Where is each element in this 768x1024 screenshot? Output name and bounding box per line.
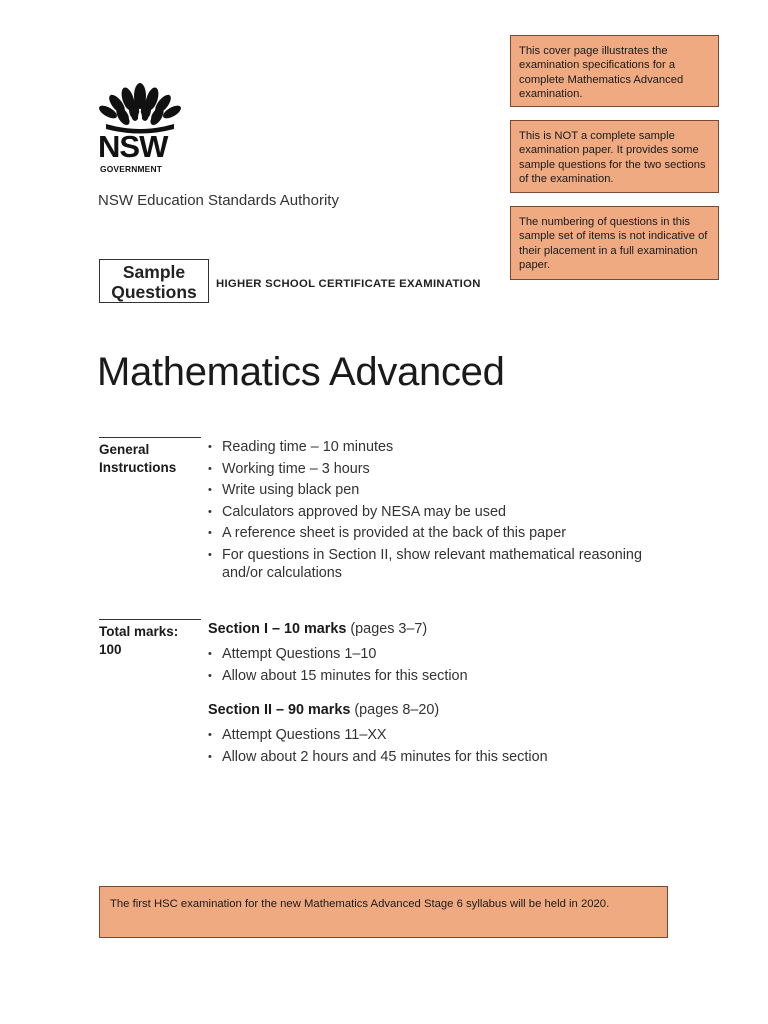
total-label-line1: Total marks: — [99, 624, 179, 639]
exam-label: HIGHER SCHOOL CERTIFICATE EXAMINATION — [216, 278, 481, 290]
sample-label-line1: Sample — [122, 262, 186, 282]
first-exam-note: The first HSC examination for the new Mathematics Advanced Stage 6 syllabus will be held in 2020. — [99, 886, 668, 938]
numbering-note: The numbering of questions in this sample set of items is not indicative of their placement in a full examination paper. — [510, 206, 719, 280]
page-title: Mathematics Advanced — [97, 350, 505, 394]
list-item: • Reading time – 10 minutes — [208, 438, 678, 457]
general-instructions-label — [99, 437, 201, 477]
list-item: • Calculators approved by NESA may be used — [208, 503, 678, 522]
general-label-line2: Instructions — [99, 460, 177, 475]
list-item: • For questions in Section II, show relevant mathematical reasoning and/or calculations — [208, 546, 678, 583]
list-item: • Allow about 2 hours and 45 minutes for this section — [208, 748, 668, 767]
sample-label-line2: Questions — [111, 282, 197, 302]
list-item: • Write using black pen — [208, 481, 678, 500]
nsw-government-logo — [98, 82, 182, 176]
list-item: • Attempt Questions 1–10 — [208, 645, 668, 664]
authority-name: NSW Education Standards Authority — [98, 192, 339, 209]
waratah-icon — [98, 82, 182, 134]
section-1-heading — [208, 621, 427, 637]
general-label-line1: General — [99, 442, 150, 457]
section-1-list — [208, 645, 668, 688]
section-2-heading — [208, 702, 439, 718]
total-label-line2: 100 — [99, 642, 122, 657]
total-marks-label — [99, 619, 201, 659]
section-2-title: Section II – 90 marks — [208, 702, 351, 718]
sample-questions-badge — [99, 259, 209, 303]
section-2-list — [208, 726, 668, 769]
section-2-pages: (pages 8–20) — [354, 702, 440, 718]
general-instructions-list — [208, 438, 678, 586]
section-1-pages: (pages 3–7) — [350, 621, 428, 637]
list-item: • Working time – 3 hours — [208, 460, 678, 479]
logo-wordmark: NSW — [98, 129, 168, 164]
list-item: • A reference sheet is provided at the back of this paper — [208, 524, 678, 543]
spec-note: This cover page illustrates the examination specifications for a complete Mathematics Advanced examination. — [510, 35, 719, 107]
section-1-title: Section I – 10 marks — [208, 621, 347, 637]
not-complete-note: This is NOT a complete sample examination paper. It provides some sample questions for the two sections of the examination. — [510, 120, 719, 193]
logo-subtitle: GOVERNMENT — [100, 164, 163, 174]
list-item: • Attempt Questions 11–XX — [208, 726, 668, 745]
list-item: • Allow about 15 minutes for this section — [208, 667, 668, 686]
